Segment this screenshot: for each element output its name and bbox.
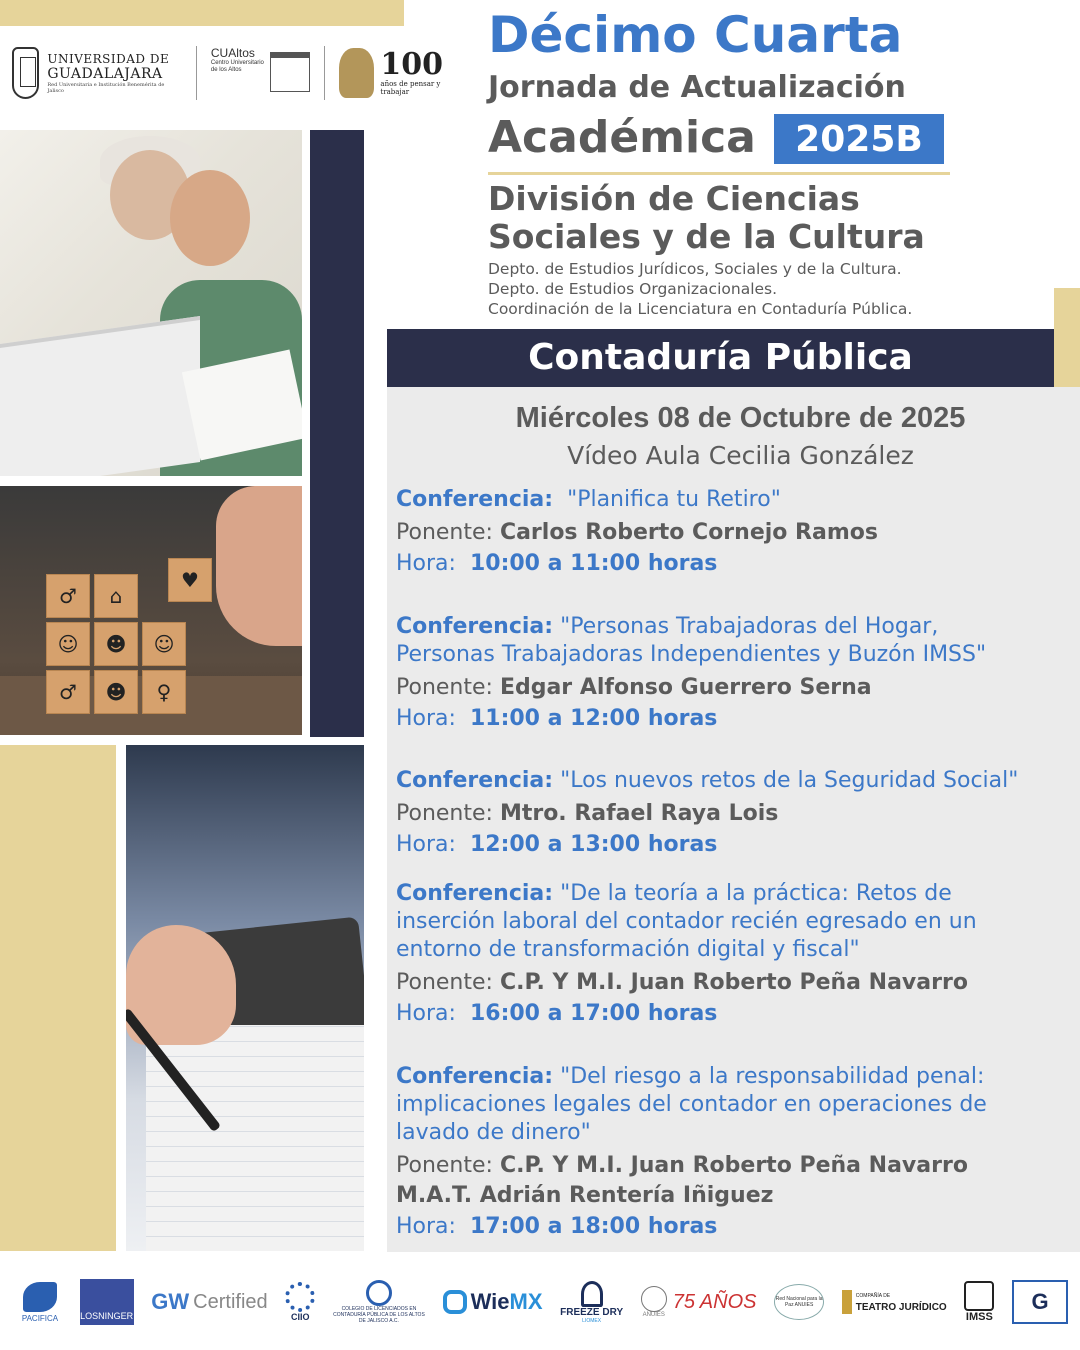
- event-date: Miércoles 08 de Octubre de 2025: [515, 402, 966, 434]
- institution-logos: [12, 42, 462, 104]
- globe-icon: [641, 1286, 667, 1312]
- speaker-label: Ponente:: [396, 970, 493, 995]
- conference-title-line: [396, 486, 1060, 514]
- department-3: Coordinación de la Licenciatura en Contaduría Pública.: [488, 300, 913, 318]
- speaker-label: Ponente:: [396, 801, 493, 826]
- gold-accent-left: [0, 745, 116, 1251]
- dove-icon: [23, 1282, 57, 1312]
- udg-name-line1: UNIVERSIDAD DE: [47, 52, 170, 66]
- building-icon: [270, 52, 310, 92]
- conference-item: [396, 486, 1060, 580]
- conference-title-cont: Personas Trabajadoras Independientes y Buzón IMSS": [396, 642, 987, 667]
- time-line: [396, 1211, 1060, 1243]
- gold-accent-top: [0, 0, 404, 26]
- speaker-name: C.P. Y M.I. Juan Roberto Peña Navarro: [499, 1153, 968, 1178]
- spreadsheet-paper: [146, 1025, 364, 1251]
- sponsor-emblem: [1012, 1280, 1068, 1324]
- heart-icon: ♥: [168, 558, 212, 602]
- time-value: 16:00 a 17:00 horas: [469, 1001, 718, 1026]
- sponsor-label: LOSNINGER: [80, 1311, 134, 1321]
- sponsor-label: COLEGIO DE LICENCIADOS EN CONTADURÍA PÚBLICA DE LOS ALTOS DE JALISCO A.C.: [333, 1306, 425, 1324]
- speaker-name: Mtro. Rafael Raya Lois: [499, 801, 779, 826]
- time-line: [396, 829, 1060, 861]
- sponsor-red-nacional: [774, 1284, 824, 1320]
- udg-logo: [47, 52, 182, 94]
- speaker-line: [396, 518, 1060, 548]
- time-label: Hora:: [396, 551, 456, 576]
- time-value: 11:00 a 12:00 horas: [469, 706, 718, 731]
- centenary-logo: [380, 47, 462, 96]
- speaker-label: Ponente:: [396, 520, 493, 545]
- sponsor-label: Certified: [193, 1290, 268, 1313]
- sponsor-sub: LIOMEX: [582, 1317, 602, 1324]
- wiemx-icon: [443, 1290, 467, 1314]
- conference-item: [396, 767, 1060, 861]
- udg-shield-icon: [12, 47, 39, 99]
- photo-wooden-blocks: [0, 486, 302, 735]
- speaker-line: [396, 968, 1060, 998]
- speaker-label: Ponente:: [396, 1153, 493, 1178]
- seal-icon: [366, 1280, 392, 1306]
- event-venue: Vídeo Aula Cecilia González: [567, 441, 914, 470]
- column-icon: [842, 1290, 852, 1314]
- sponsor-label: ANUIES: [642, 1312, 665, 1318]
- conference-item: [396, 1063, 1060, 1243]
- department-2: Depto. de Estudios Organizacionales.: [488, 280, 778, 298]
- dots-icon: [285, 1282, 315, 1312]
- time-label: Hora:: [396, 1001, 456, 1026]
- title-underline: [488, 172, 950, 175]
- time-value: 17:00 a 18:00 horas: [469, 1214, 718, 1239]
- sponsor-anniversary: 75 AÑOS: [672, 1290, 757, 1313]
- sponsor-label: Wie: [470, 1289, 510, 1314]
- speaker-line: [396, 673, 1060, 703]
- family-icon: ☻: [94, 622, 138, 666]
- sponsor-label: Red Nacional para la Paz ANUIES: [774, 1284, 824, 1320]
- speaker-name: Carlos Roberto Cornejo Ramos: [499, 520, 878, 545]
- conference-title-line: [396, 767, 1060, 795]
- division-line1: División de Ciencias: [488, 179, 860, 218]
- sponsor-label: PACIFICA: [21, 1313, 59, 1323]
- sponsor-label: [856, 1291, 947, 1313]
- conference-title-cont: entorno de transformación digital y fiscal": [396, 937, 860, 962]
- conference-title-line: [396, 1063, 1060, 1091]
- navy-accent-bar: [310, 130, 364, 737]
- logo-divider: [196, 46, 197, 100]
- cualtos-name: CUAltos: [210, 46, 255, 60]
- udg-name-line2: GUADALAJARA: [47, 66, 163, 82]
- speaker-name: C.P. Y M.I. Juan Roberto Peña Navarro: [499, 970, 968, 995]
- speaker-line: [396, 1181, 1060, 1211]
- program-banner: Contaduría Pública: [387, 329, 1054, 387]
- person-icon: ♀: [142, 670, 186, 714]
- time-label: Hora:: [396, 706, 456, 731]
- sponsor-mark: GW: [151, 1289, 190, 1314]
- department-1: Depto. de Estudios Jurídicos, Sociales y de la Cultura.: [488, 260, 902, 278]
- conference-title-line: [396, 613, 1060, 641]
- speaker-name: Edgar Alfonso Guerrero Serna: [499, 675, 872, 700]
- conference-title-cont: inserción laboral del contador recién egresado en un: [396, 909, 977, 934]
- cheer-icon: ☺: [142, 622, 186, 666]
- sponsor-logos: [18, 1270, 1068, 1334]
- period-badge: 2025B: [774, 114, 944, 164]
- title-edition: Décimo Cuarta: [488, 6, 903, 64]
- conference-label: Conferencia:: [396, 487, 554, 512]
- sponsor-colegio: [333, 1280, 425, 1324]
- time-label: Hora:: [396, 832, 456, 857]
- conference-label: Conferencia:: [396, 768, 554, 793]
- conference-title-cont: lavado de dinero": [396, 1120, 591, 1145]
- house-icon: ⌂: [94, 574, 138, 618]
- division-line2: Sociales y de la Cultura: [488, 217, 925, 256]
- photo-seniors-laptop: [0, 130, 302, 476]
- laptop-icon: [0, 316, 200, 476]
- shield-icon: [581, 1281, 603, 1307]
- speaker-line: [396, 799, 1060, 829]
- conference-label: Conferencia:: [396, 614, 554, 639]
- time-value: 10:00 a 11:00 horas: [469, 551, 718, 576]
- time-line: [396, 548, 1060, 580]
- person-icon: ♂: [46, 670, 90, 714]
- logo-divider: [324, 46, 325, 100]
- chat-icon: ☺: [46, 622, 90, 666]
- conference-title: "Los nuevos retos de la Seguridad Social": [560, 768, 1019, 793]
- sponsor-sub: COMPAÑÍA DE: [855, 1293, 891, 1299]
- sponsor-freeze-dry: [560, 1281, 623, 1324]
- sponsor-pacifica: [18, 1282, 62, 1323]
- centenary-sub: años de pensar y trabajar: [380, 80, 441, 96]
- conference-title: "Planifica tu Retiro": [567, 487, 781, 512]
- speaker-label: Ponente:: [396, 675, 493, 700]
- conference-item: [396, 880, 1060, 1030]
- conference-title: "De la teoría a la práctica: Retos de: [560, 881, 952, 906]
- sponsor-losninger: [80, 1279, 134, 1325]
- sponsor-imss: [964, 1281, 994, 1323]
- photo-detail: [170, 170, 250, 266]
- time-line: [396, 703, 1060, 735]
- division-title: [488, 180, 925, 256]
- title-academica: Académica: [488, 112, 756, 163]
- conference-title: "Del riesgo a la responsabilidad penal:: [560, 1064, 985, 1089]
- person-icon: ♂: [46, 574, 90, 618]
- time-value: 12:00 a 13:00 horas: [469, 832, 718, 857]
- sponsor-label: CIIO: [291, 1312, 310, 1322]
- sponsor-gw-certified: [151, 1289, 267, 1315]
- conference-title-line: [396, 880, 1060, 908]
- udg-tagline: Red Universitaria e Institución Benemérita de Jalisco: [47, 82, 165, 94]
- stroller-icon: ☻: [94, 670, 138, 714]
- conference-title: "Personas Trabajadoras del Hogar,: [560, 614, 939, 639]
- conference-item: [396, 613, 1060, 735]
- lion-icon: [339, 48, 375, 98]
- sponsor-label: G: [1012, 1280, 1068, 1324]
- conference-label: Conferencia:: [396, 881, 554, 906]
- centenary-number: 100: [380, 47, 444, 82]
- sponsor-label: IMSS: [965, 1311, 993, 1323]
- sponsor-label: MX: [509, 1289, 543, 1314]
- cualtos-sub: Centro Universitario de los Altos: [210, 60, 264, 73]
- sponsor-anuies: [641, 1286, 757, 1318]
- department-list: [488, 259, 912, 319]
- sponsor-ciio: [285, 1282, 315, 1322]
- time-line: [396, 998, 1060, 1030]
- photo-calculator-pen: [126, 745, 364, 1251]
- cualtos-logo: [211, 46, 310, 100]
- sponsor-wiemx: [443, 1289, 543, 1315]
- hand-icon: [216, 486, 302, 646]
- time-label: Hora:: [396, 1214, 456, 1239]
- speaker-name: M.A.T. Adrián Rentería Iñiguez: [396, 1183, 774, 1208]
- speaker-line: [396, 1151, 1060, 1181]
- conference-label: Conferencia:: [396, 1064, 554, 1089]
- sponsor-teatro-juridico: [842, 1290, 947, 1314]
- title-jornada: Jornada de Actualización: [488, 70, 906, 105]
- sponsor-label: FREEZE DRY: [560, 1306, 624, 1318]
- sponsor-name: TEATRO JURÍDICO: [855, 1302, 947, 1313]
- eagle-icon: [964, 1281, 994, 1311]
- conference-title-cont: implicaciones legales del contador en operaciones de: [396, 1092, 987, 1117]
